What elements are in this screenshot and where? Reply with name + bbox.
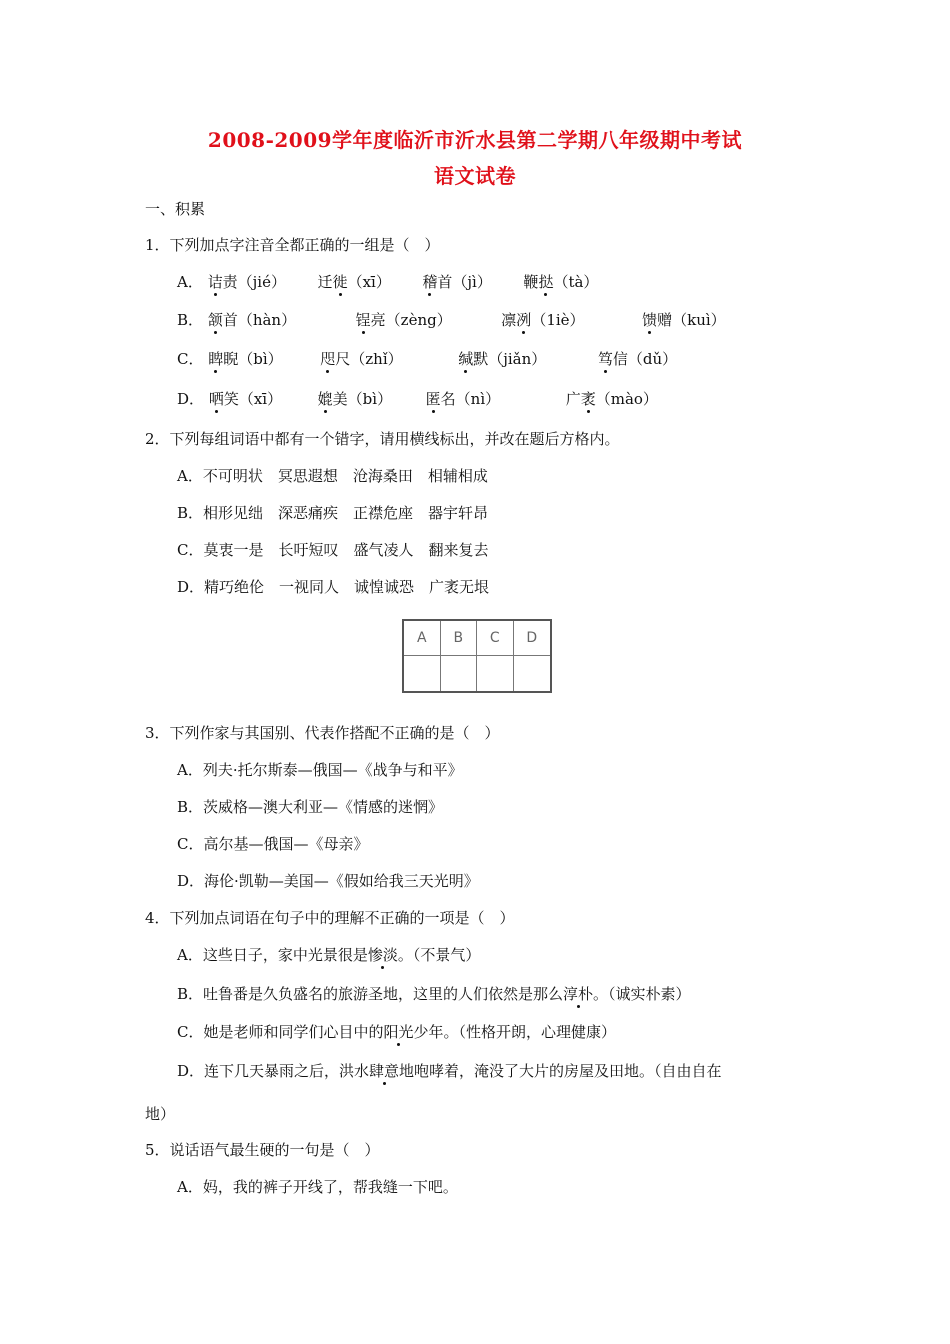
dotted-char: 锃: [355, 311, 371, 329]
q3-stem: 3．下列作家与其国别、代表作搭配不正确的是（ ）: [145, 724, 500, 742]
q4-option-d-continued: 地）: [145, 1105, 176, 1123]
answer-cell-c[interactable]: [477, 656, 514, 691]
dotted-word: 淳朴: [563, 985, 594, 1003]
dotted-char: 冽: [516, 311, 532, 329]
answer-header-b: B: [441, 621, 478, 656]
dotted-char: 挞: [538, 273, 554, 291]
q3-option-a: A．列夫·托尔斯泰—俄国—《战争与和平》: [177, 761, 463, 779]
answer-header-d: D: [514, 621, 551, 656]
q4-option-a: A．这些日子，家中光景很是惨淡。（不景气）: [177, 946, 481, 964]
q2-option-b: B．相形见绌 深恶痛疾 正襟危座 器宇轩昂: [177, 504, 489, 522]
section-heading: 一、积累: [145, 200, 206, 218]
q1-stem: 1．下列加点字注音全都正确的一组是（ ）: [145, 236, 440, 254]
q1-option-a: A． 诘责（jié） 迁徙（xī） 稽首（jì） 鞭挞（tà）: [177, 273, 599, 291]
dotted-char: 颔: [207, 311, 223, 329]
q2-option-c: C．莫衷一是 长吁短叹 盛气凌人 翻来复去: [177, 541, 489, 559]
q2-option-a: A．不可明状 冥思遐想 沧海桑田 相辅相成: [177, 467, 488, 485]
dotted-char: 笃: [597, 350, 613, 368]
dotted-char: 诘: [207, 273, 223, 291]
dotted-char: 缄: [458, 350, 474, 368]
answer-cell-d[interactable]: [514, 656, 551, 691]
dotted-char: 媲: [317, 390, 333, 408]
q2-option-d: D．精巧绝伦 一视同人 诚惶诚恐 广袤无垠: [177, 578, 490, 596]
q1-option-d: D． 哂笑（xī） 媲美（bì） 匿名（nì） 广袤（mào）: [177, 390, 658, 408]
answer-cell-b[interactable]: [441, 656, 478, 691]
dotted-char: 睥: [208, 350, 224, 368]
q4-option-b: B．吐鲁番是久负盛名的旅游圣地，这里的人们依然是那么淳朴。（诚实朴素）: [177, 985, 691, 1003]
dotted-char: 匿: [425, 390, 441, 408]
exam-subtitle: 语文试卷: [434, 164, 516, 188]
q4-stem: 4．下列加点词语在句子中的理解不正确的一项是（ ）: [145, 909, 515, 927]
dotted-word: 阳光: [383, 1023, 414, 1041]
answer-box-table: [402, 619, 552, 693]
dotted-char: 馈: [642, 311, 658, 329]
exam-title: 2008-2009学年度临沂市沂水县第二学期八年级期中考试: [207, 128, 743, 152]
q2-stem: 2．下列每组词语中都有一个错字，请用横线标出，并改在题后方格内。: [145, 430, 620, 448]
dotted-char: 稽: [422, 273, 438, 291]
answer-header-c: C: [477, 621, 514, 656]
q3-option-c: C．高尔基—俄国—《母亲》: [177, 835, 369, 853]
q3-option-b: B．茨威格—澳大利亚—《情感的迷惘》: [177, 798, 444, 816]
q1-option-b: B． 颔首（hàn） 锃亮（zèng） 凛冽（1iè） 馈赠（kuì）: [177, 311, 726, 329]
q5-option-a: A．妈，我的裤子开线了，帮我缝一下吧。: [177, 1178, 458, 1196]
dotted-word: 惨淡: [367, 946, 398, 964]
q1-option-c: C． 睥睨（bì） 咫尺（zhǐ） 缄默（jiǎn） 笃信（dǔ）: [177, 350, 678, 368]
dotted-char: 哂: [208, 390, 224, 408]
q4-option-d: D．连下几天暴雨之后，洪水肆意地咆哮着，淹没了大片的房屋及田地。（自由自在: [177, 1062, 722, 1080]
dotted-char: 袤: [580, 390, 596, 408]
q5-stem: 5．说话语气最生硬的一句是（ ）: [145, 1141, 380, 1159]
dotted-char: 徙: [332, 273, 348, 291]
answer-header-a: A: [404, 621, 441, 656]
answer-cell-a[interactable]: [404, 656, 441, 691]
dotted-char: 咫: [320, 350, 336, 368]
q4-option-c: C．她是老师和同学们心目中的阳光少年。（性格开朗，心理健康）: [177, 1023, 617, 1041]
dotted-word: 肆意: [369, 1062, 400, 1080]
q3-option-d: D．海伦·凯勒—美国—《假如给我三天光明》: [177, 872, 479, 890]
